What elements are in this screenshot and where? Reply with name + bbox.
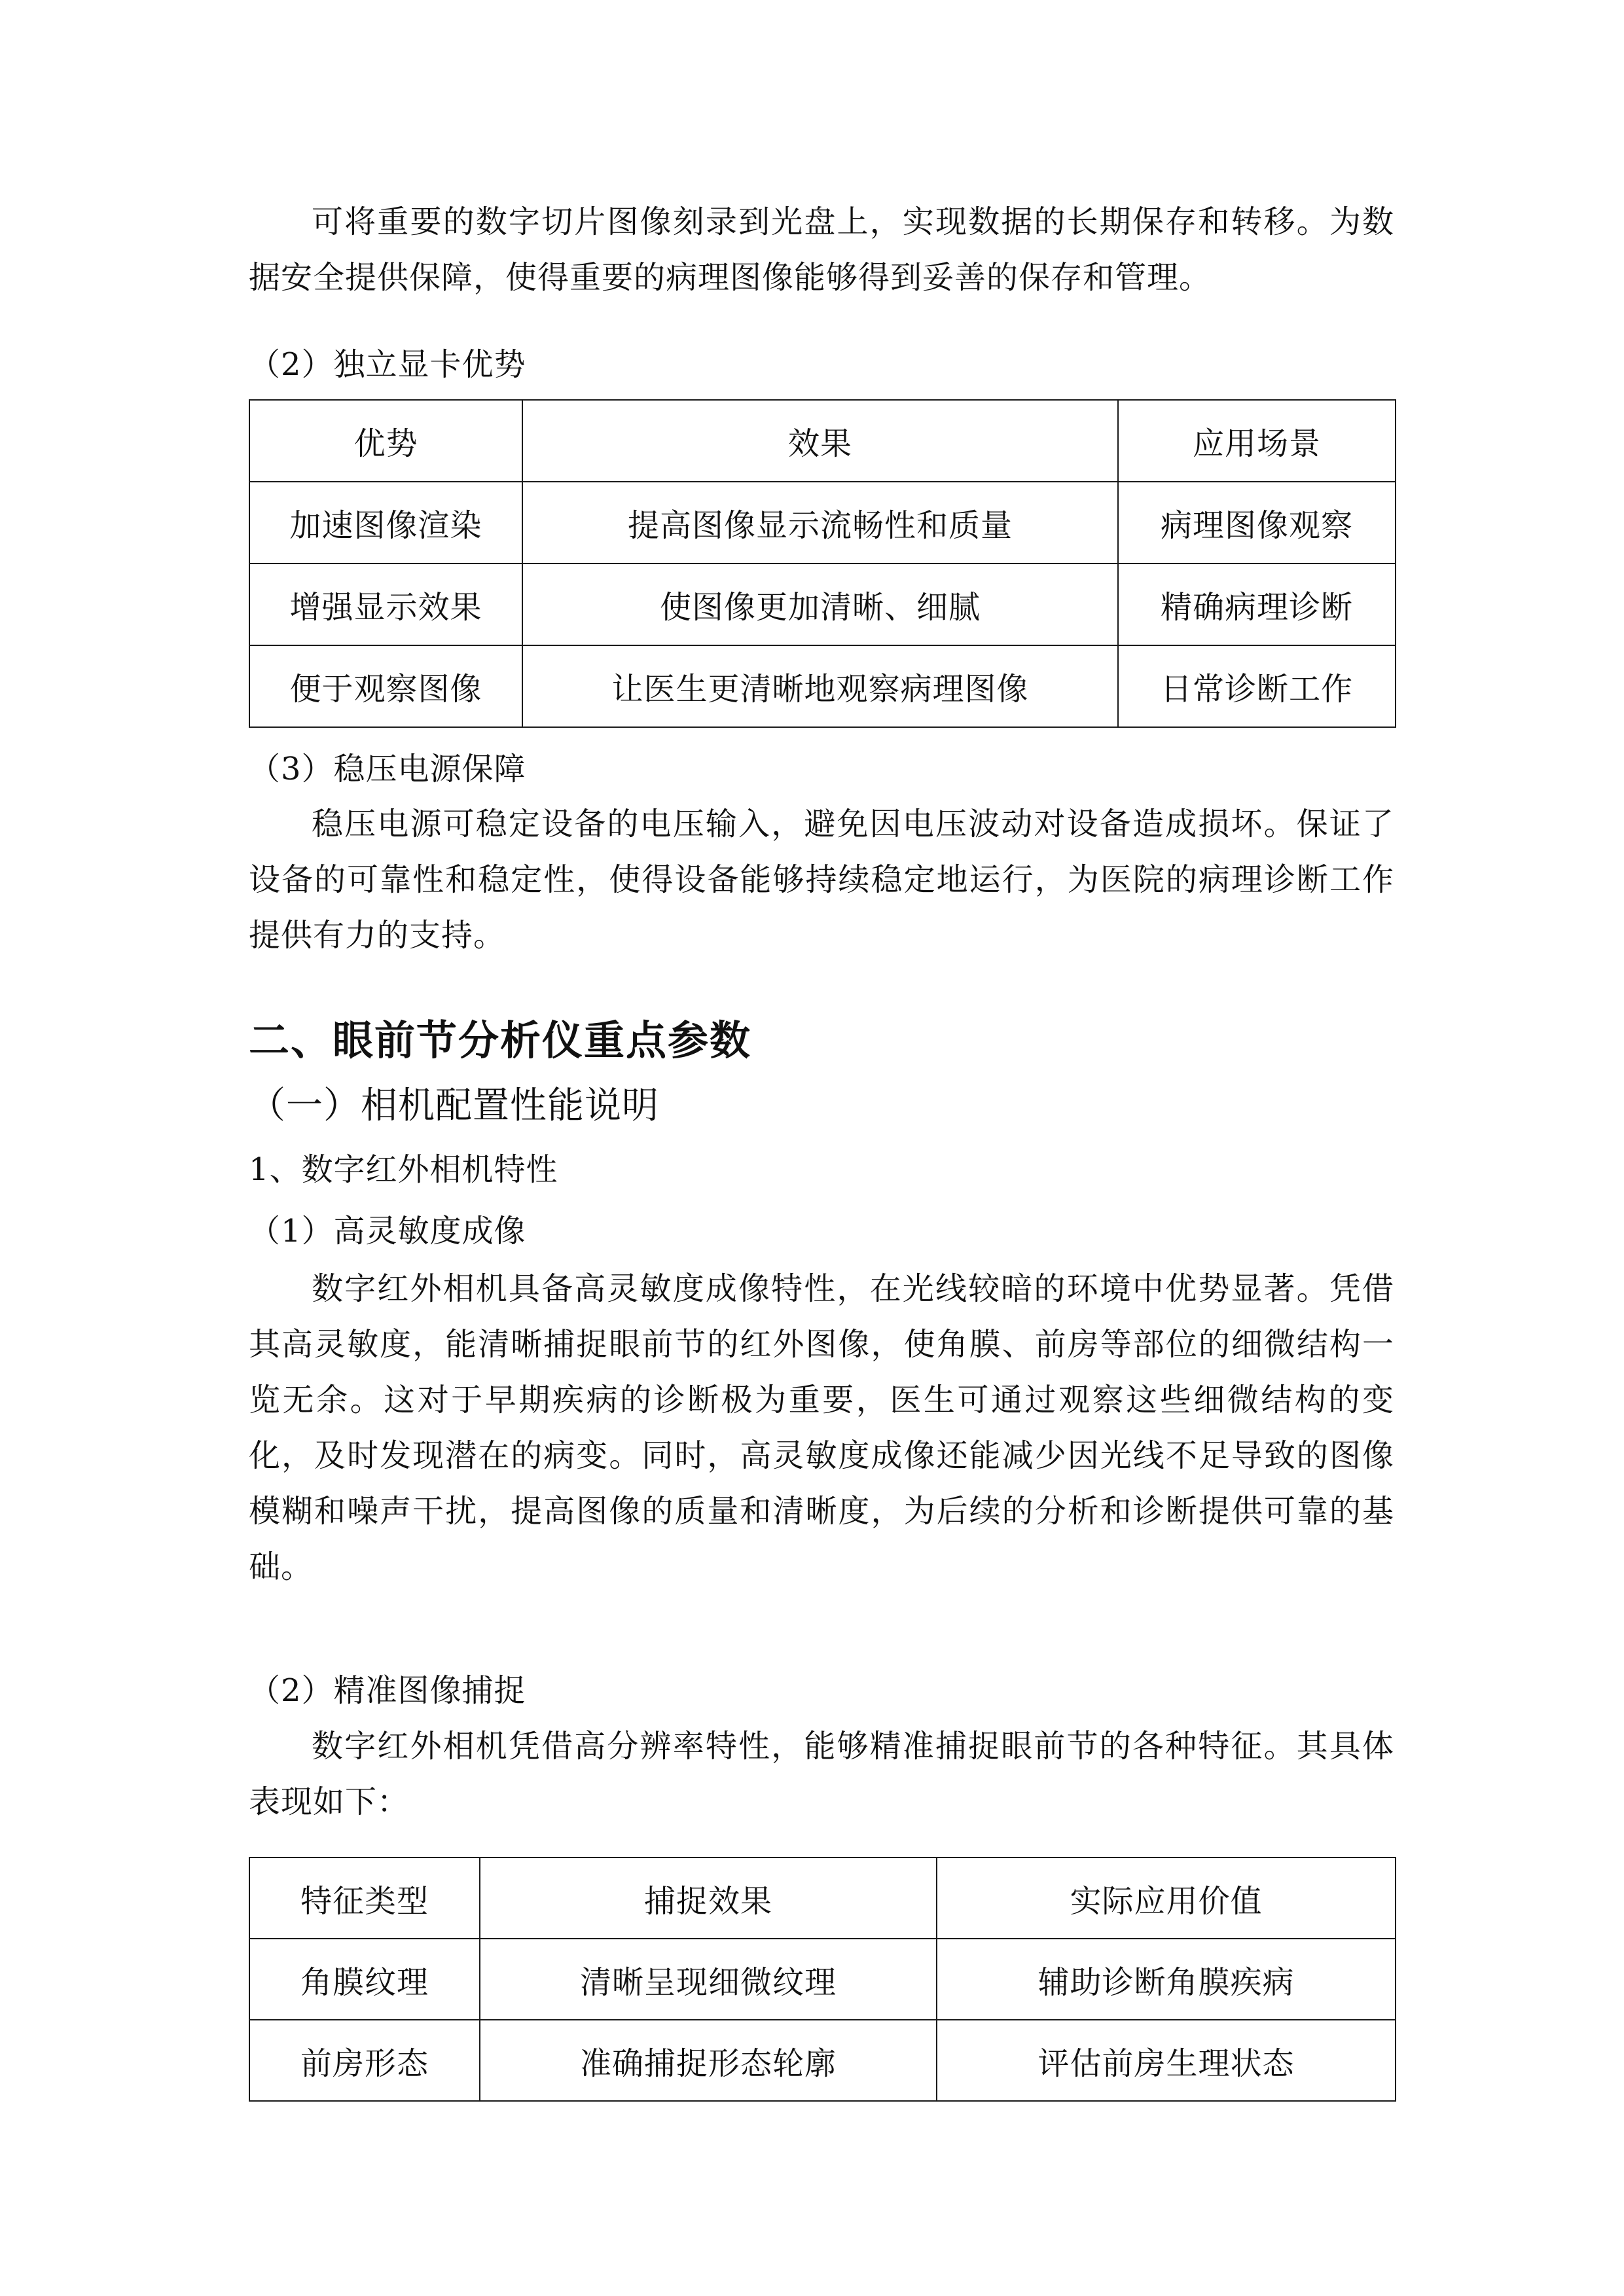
table-row: [249, 564, 1396, 645]
table-header-cell: 效果: [522, 400, 1118, 482]
table-row: [249, 482, 1396, 564]
table-cell: 角膜纹理: [249, 1939, 480, 2020]
table-cell: 评估前房生理状态: [937, 2020, 1396, 2101]
table-header-row: [249, 1857, 1396, 1939]
table-header-cell: 优势: [249, 400, 522, 482]
graphics-card-heading: （2）独立显卡优势: [249, 346, 526, 383]
table-cell: 病理图像观察: [1118, 482, 1396, 564]
table-cell: 提高图像显示流畅性和质量: [522, 482, 1118, 564]
graphics-card-table: [249, 399, 1396, 728]
table-header-cell: 捕捉效果: [480, 1857, 937, 1939]
camera-item-title: 1、数字红外相机特性: [249, 1151, 558, 1188]
table-header-row: [249, 400, 1396, 482]
table-cell: 让医生更清晰地观察病理图像: [522, 645, 1118, 727]
table-cell: 便于观察图像: [249, 645, 522, 727]
table-row: [249, 2020, 1396, 2101]
table-cell: 日常诊断工作: [1118, 645, 1396, 727]
table-cell: 清晰呈现细微纹理: [480, 1939, 937, 2020]
capture-heading: （2）精准图像捕捉: [249, 1672, 526, 1709]
power-supply-heading: （3）稳压电源保障: [249, 751, 526, 787]
table-header-cell: 实际应用价值: [937, 1857, 1396, 1939]
table-cell: 加速图像渲染: [249, 482, 522, 564]
table-row: [249, 645, 1396, 727]
table-cell: 使图像更加清晰、细腻: [522, 564, 1118, 645]
table-cell: 前房形态: [249, 2020, 480, 2101]
sensitivity-heading: （1）高灵敏度成像: [249, 1213, 526, 1249]
capture-paragraph: 数字红外相机凭借高分辨率特性，能够精准捕捉眼前节的各种特征。其具体表现如下：: [249, 1728, 1394, 1820]
table-cell: 准确捕捉形态轮廓: [480, 2020, 937, 2101]
table-cell: 增强显示效果: [249, 564, 522, 645]
section-two-subtitle: （一）相机配置性能说明: [249, 1085, 659, 1127]
table-header-cell: 应用场景: [1118, 400, 1396, 482]
table-cell: 辅助诊断角膜疾病: [937, 1939, 1396, 2020]
table-row: [249, 1939, 1396, 2020]
table-header-cell: 特征类型: [249, 1857, 480, 1939]
table-cell: 精确病理诊断: [1118, 564, 1396, 645]
intro-paragraph: 可将重要的数字切片图像刻录到光盘上，实现数据的长期保存和转移。为数据安全提供保障，使得重要的病理图像能够得到妥善的保存和管理。: [249, 204, 1394, 296]
capture-feature-table: [249, 1857, 1396, 2102]
sensitivity-paragraph: 数字红外相机具备高灵敏度成像特性，在光线较暗的环境中优势显著。凭借其高灵敏度，能清晰捕捉眼前节的红外图像，使角膜、前房等部位的细微结构一览无余。这对于早期疾病的诊断极为重要，医生可通过观察这些细微结构的变化，及时发现潜在的病变。同时，高灵敏度成像还能减少因光线不足导致的图像模糊和噪声干扰，提高图像的质量和清晰度，为后续的分析和诊断提供可靠的基础。: [249, 1270, 1394, 1585]
power-supply-paragraph: 稳压电源可稳定设备的电压输入，避免因电压波动对设备造成损坏。保证了设备的可靠性和稳定性，使得设备能够持续稳定地运行，为医院的病理诊断工作提供有力的支持。: [249, 806, 1394, 954]
section-two-title: 二、眼前节分析仪重点参数: [249, 1016, 752, 1064]
